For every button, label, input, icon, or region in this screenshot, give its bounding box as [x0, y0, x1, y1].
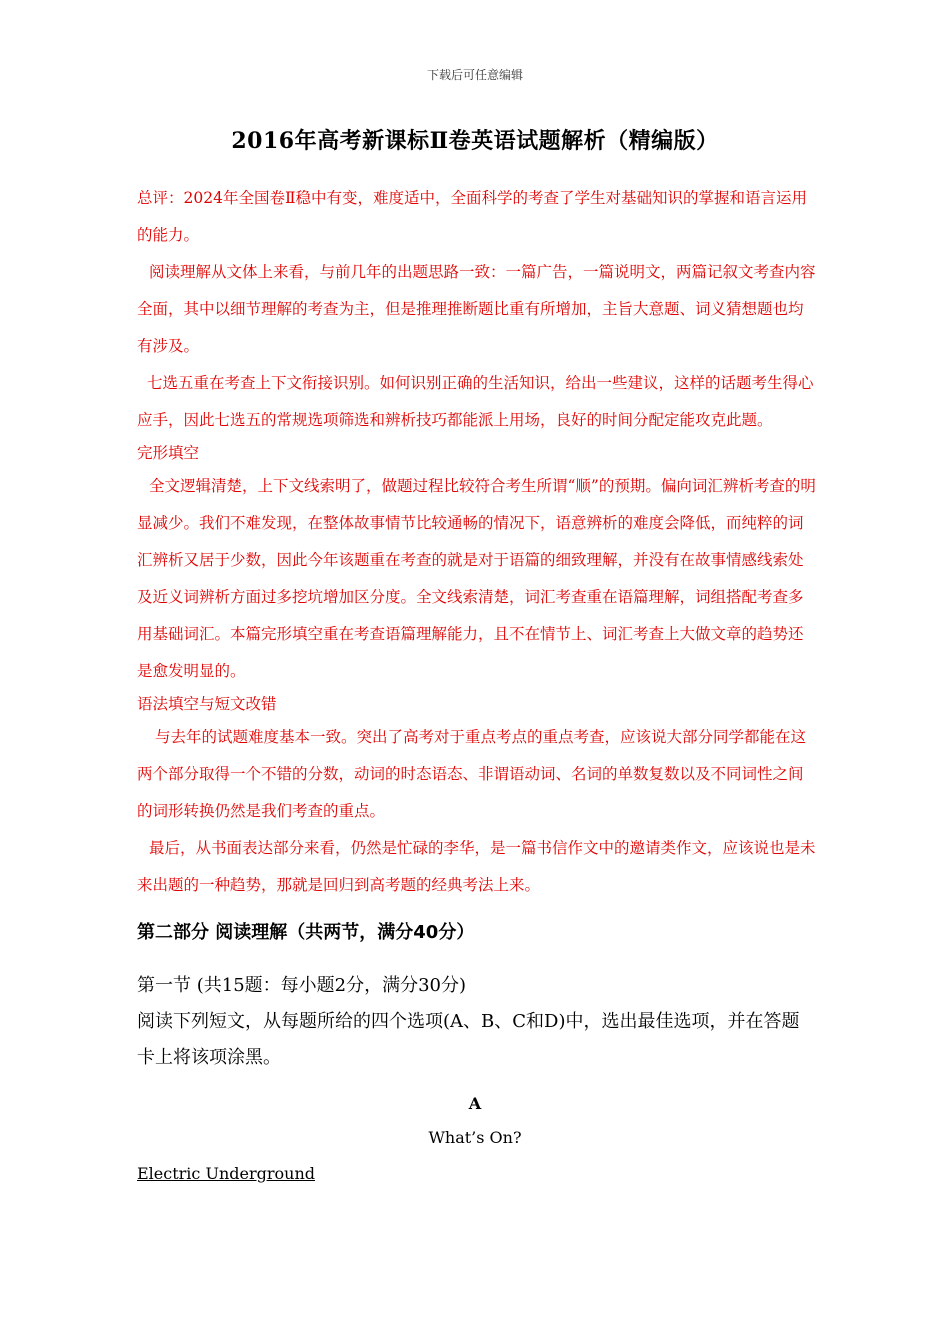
summary-grammar: 与去年的试题难度基本一致。突出了高考对于重点考点的重点考查，应该说大部分同学都能在这两个部分取得一个不错的分数，动词的时态语态、非谓语动词、名词的单数复数以及不同词性之间的词形转换仍然是我们考查的重点。 [137, 728, 807, 820]
summary-overview: 总评：2024年全国卷Ⅱ稳中有变，难度适中，全面科学的考查了学生对基础知识的掌握和语言运用的能力。 [137, 189, 807, 244]
summary-writing: 最后，从书面表达部分来看，仍然是忙碌的李华，是一篇书信作文中的邀请类作文，应该说也是未来出题的一种趋势，那就是回归到高考题的经典考法上来。 [137, 839, 816, 894]
reading-instruction: 阅读下列短文，从每题所给的四个选项(A、B、C和D)中，选出最佳选项，并在答题卡上将该项涂黑。 [137, 1011, 800, 1068]
part2-heading: 第二部分 阅读理解（共两节，满分40分） [137, 922, 475, 943]
section1-label: 第一节 (共15题：每小题2分，满分30分) [137, 975, 467, 996]
heading-grammar: 语法填空与短文改错 [137, 695, 277, 713]
summary-cloze: 全文逻辑清楚，上下文线索明了，做题过程比较符合考生所谓“顺”的预期。偏向词汇辨析考查的明显减少。我们不难发现，在整体故事情节比较通畅的情况下，语意辨析的难度会降低，而纯粹的词汇辨析又居于少数，因此今年该题重在考查的就是对于语篇的细致理解，并没有在故事情感线索处及近义词辨析方面过多挖坑增加区分度。全文线索清楚，词汇考查重在语篇理解，词组搭配考查多用基础词汇。本篇完形填空重在考查语篇理解能力，且不在情节上、词汇考查上大做文章的趋势还是愈发明显的。 [137, 477, 816, 680]
summary-seven-choose-five: 七选五重在考查上下文衔接识别。如何识别正确的生活知识，给出一些建议，这样的话题考生得心应手，因此七选五的常规选项筛选和辨析技巧都能派上用场，良好的时间分配定能攻克此题。 [137, 374, 814, 429]
header-note: 下载后可任意编辑 [426, 68, 523, 82]
summary-reading: 阅读理解从文体上来看，与前几年的出题思路一致：一篇广告，一篇说明文，两篇记叙文考查内容全面，其中以细节理解的考查为主，但是推理推断题比重有所增加，主旨大意题、词义猜想题也均有涉及。 [137, 263, 816, 355]
passage-letter: A [468, 1094, 482, 1113]
passage-title: What’s On? [428, 1128, 522, 1147]
first-item-heading: Electric Underground [137, 1164, 315, 1183]
heading-cloze: 完形填空 [137, 444, 200, 462]
document-title: 2016年高考新课标Ⅱ卷英语试题解析（精编版） [231, 128, 719, 154]
document-body [137, 180, 817, 1186]
